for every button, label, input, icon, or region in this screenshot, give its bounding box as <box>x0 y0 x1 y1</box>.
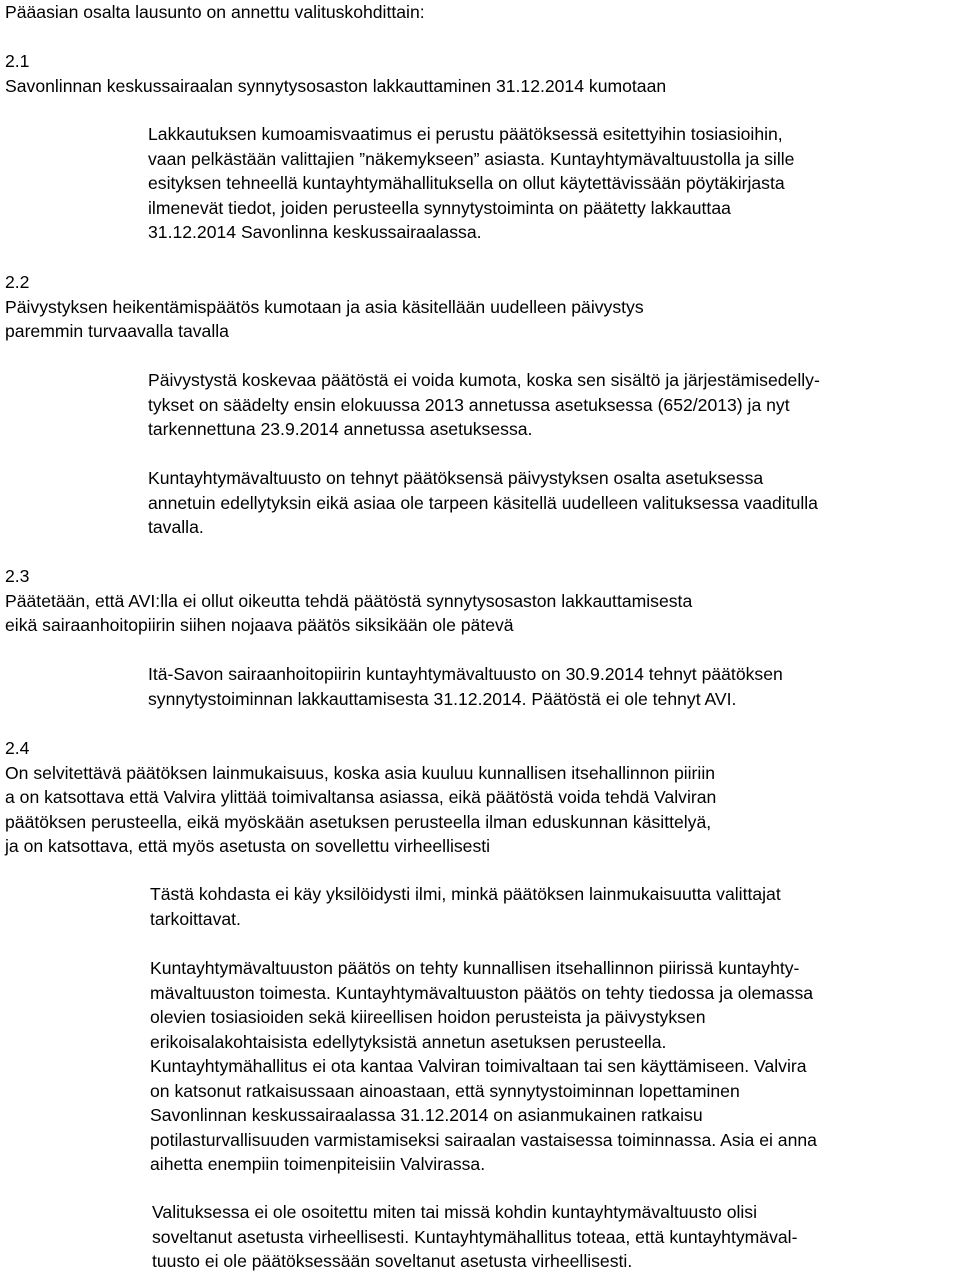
paragraph-line: Kuntayhtymähallitus ei ota kantaa Valviran toimivaltaan tai sen käyttämiseen. Valvira <box>150 1056 807 1076</box>
section-heading-line: Savonlinnan keskussairaalan synnytysosaston lakkauttaminen 31.12.2014 kumotaan <box>5 75 667 96</box>
section-number: 2.1 <box>5 51 30 71</box>
paragraph-line: 31.12.2014 Savonlinna keskussairaalassa. <box>148 222 482 242</box>
section-heading-line: Päätetään, että AVI:lla ei ollut oikeutta tehdä päätöstä synnytysosaston lakkauttamisesta <box>5 590 693 611</box>
paragraph-line: tykset on säädelty ensin elokuussa 2013 annetussa asetuksessa (652/2013) ja nyt <box>148 394 790 415</box>
section-2-1-heading <box>5 49 955 98</box>
section-heading-line: Päivystyksen heikentämispäätös kumotaan ja asia käsitellään uudelleen päivystys <box>5 296 644 317</box>
paragraph-line: aihetta enempiin toimenpiteisiin Valvirassa. <box>150 1154 486 1174</box>
section-2-4-paragraph-2 <box>150 956 960 1177</box>
intro-line: Pääasian osalta lausunto on annettu valituskohdittain: <box>5 2 425 22</box>
paragraph-line: Päivystystä koskevaa päätöstä ei voida kumota, koska sen sisältö ja järjestämisedelly- <box>148 370 820 390</box>
paragraph-line: tuusto ei ole päätöksessään soveltanut asetusta virheellisesti. <box>152 1251 633 1271</box>
section-heading-line: ja on katsottava, että myös asetusta on sovellettu virheellisesti <box>5 836 491 856</box>
paragraph-line: Kuntayhtymävaltuuston päätös on tehty kunnallisen itsehallinnon piirissä kuntayhty- <box>150 958 800 978</box>
section-heading-line: a on katsottava että Valvira ylittää toimivaltansa asiassa, eikä päätöstä voida tehdä Valviran <box>5 787 717 807</box>
paragraph-line: tarkennettuna 23.9.2014 annetussa asetuksessa. <box>148 419 533 439</box>
paragraph-line: olevien tosiasioiden sekä kiireellisen hoidon perusteista ja päivystyksen <box>150 1007 706 1027</box>
paragraph-line: Tästä kohdasta ei käy yksilöidysti ilmi, minkä päätöksen lainmukaisuutta valittajat <box>150 884 781 904</box>
section-2-3-heading <box>5 564 955 638</box>
paragraph-line: erikoisalakohtaisista edellytyksistä annetun asetuksen perusteella. <box>150 1031 667 1052</box>
paragraph-line: Kuntayhtymävaltuusto on tehnyt päätöksensä päivystyksen osalta asetuksessa <box>148 468 764 488</box>
section-2-2-heading <box>5 270 955 344</box>
paragraph-line: potilasturvallisuuden varmistamiseksi sairaalan vastaisessa toiminnassa. Asia ei anna <box>150 1129 817 1150</box>
paragraph-line: annetuin edellytyksin eikä asiaa ole tarpeen käsitellä uudelleen valituksessa vaaditulla <box>148 492 818 513</box>
paragraph-line: on katsonut ratkaisussaan ainoastaan, että synnytystoiminnan lopettaminen <box>150 1080 740 1101</box>
paragraph-line: soveltanut asetusta virheellisesti. Kuntayhtymähallitus toteaa, että kuntayhtymäval- <box>152 1226 798 1247</box>
paragraph-line: tavalla. <box>148 517 204 537</box>
intro-text <box>5 0 955 25</box>
section-2-2-paragraph-2 <box>148 466 960 540</box>
paragraph-line: tarkoittavat. <box>150 908 241 929</box>
section-2-2-paragraph-1 <box>148 368 960 442</box>
section-2-4-paragraph-1 <box>150 882 960 931</box>
section-heading-line: päätöksen perusteella, eikä myöskään asetuksen perusteella ilman eduskunnan käsittelyä, <box>5 811 712 832</box>
paragraph-line: synnytystoiminnan lakkauttamisesta 31.12.2014. Päätöstä ei ole tehnyt AVI. <box>148 688 737 709</box>
paragraph-line: Lakkautuksen kumoamisvaatimus ei perustu päätöksessä esitettyihin tosiasioihin, <box>148 124 783 144</box>
paragraph-line: Savonlinnan keskussairaalassa 31.12.2014 on asianmukainen ratkaisu <box>150 1105 703 1125</box>
section-heading-line: On selvitettävä päätöksen lainmukaisuus, koska asia kuuluu kunnallisen itsehallinnon piiriin <box>5 762 716 783</box>
section-heading-line: eikä sairaanhoitopiirin siihen nojaava päätös siksikään ole pätevä <box>5 615 514 635</box>
section-2-4-paragraph-3 <box>152 1200 960 1274</box>
section-heading-line: paremmin turvaavalla tavalla <box>5 321 229 341</box>
paragraph-line: esityksen tehneellä kuntayhtymähallituksella on ollut käytettävissään pöytäkirjasta <box>148 173 785 193</box>
paragraph-line: mävaltuuston toimesta. Kuntayhtymävaltuuston päätös on tehty tiedossa ja olemassa <box>150 982 814 1003</box>
paragraph-line: Valituksessa ei ole osoitettu miten tai missä kohdin kuntayhtymävaltuusto olisi <box>152 1202 757 1222</box>
section-number: 2.2 <box>5 272 30 292</box>
paragraph-line: ilmenevät tiedot, joiden perusteella synnytystoiminta on päätetty lakkauttaa <box>148 197 731 218</box>
section-2-3-paragraph-1 <box>148 662 960 711</box>
section-number: 2.3 <box>5 566 30 586</box>
section-2-1-paragraph-1 <box>148 122 960 245</box>
paragraph-line: Itä-Savon sairaanhoitopiirin kuntayhtymävaltuusto on 30.9.2014 tehnyt päätöksen <box>148 664 783 684</box>
section-number: 2.4 <box>5 738 30 758</box>
paragraph-line: vaan pelkästään valittajien ”näkemykseen” asiasta. Kuntayhtymävaltuustolla ja sille <box>148 148 795 169</box>
section-2-4-heading <box>5 736 955 859</box>
